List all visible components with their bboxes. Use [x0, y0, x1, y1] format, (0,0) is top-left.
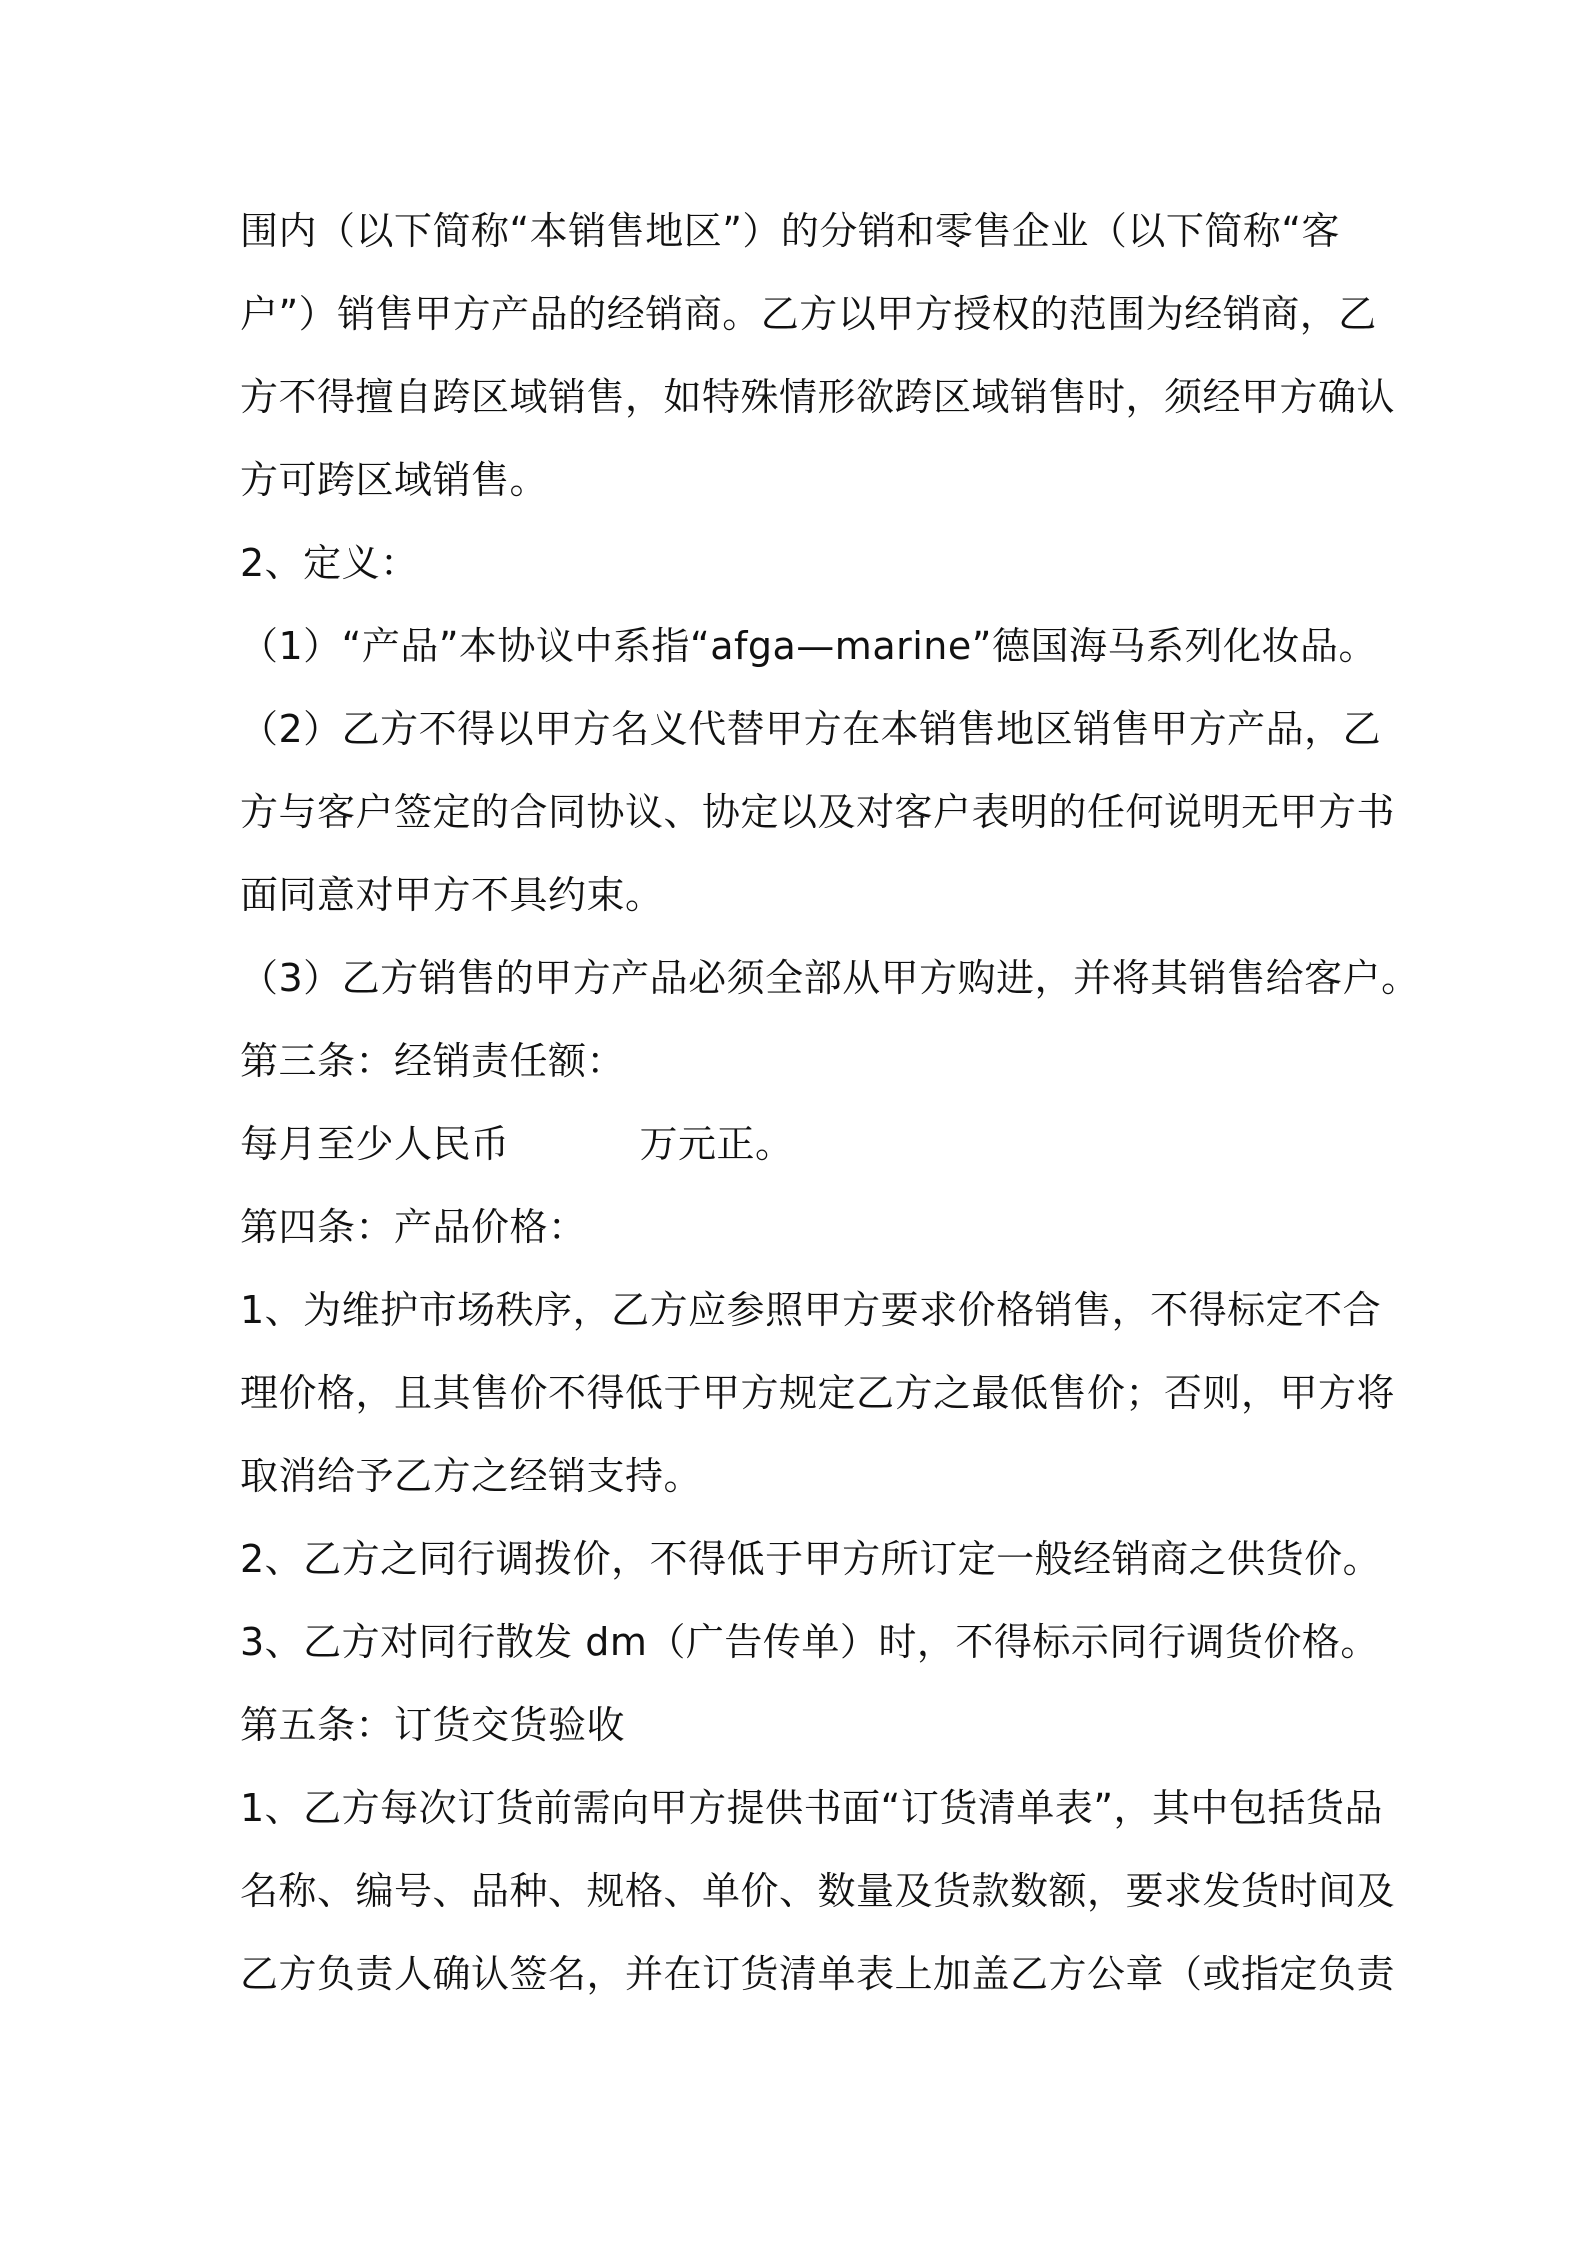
text-line: 1、乙方每次订货前需向甲方提供书面“订货清单表”，其中包括货品: [240, 1786, 1384, 1830]
quota-line: [240, 1103, 1360, 1186]
article-heading: 第三条：经销责任额：: [240, 1039, 626, 1083]
text-line: 面同意对甲方不具约束。: [240, 873, 664, 917]
text-line: （3）乙方销售的甲方产品必须全部从甲方购进，并将其销售给客户。: [240, 956, 1420, 1000]
text-line: 名称、编号、品种、规格、单价、数量及货款数额，要求发货时间及: [240, 1869, 1396, 1913]
text-line: 方可跨区域销售。: [240, 458, 549, 502]
text-line: 理价格，且其售价不得低于甲方规定乙方之最低售价；否则，甲方将: [240, 1371, 1396, 1415]
text-line: 2、乙方之同行调拨价，不得低于甲方所订定一般经销商之供货价。: [240, 1537, 1382, 1581]
quota-prefix: 每月至少人民币: [240, 1122, 510, 1166]
text-line: 户”）销售甲方产品的经销商。乙方以甲方授权的范围为经销商，乙: [240, 292, 1377, 336]
text-line: 3、乙方对同行散发 dm（广告传单）时，不得标示同行调货价格。: [240, 1620, 1379, 1664]
text-line: 1、为维护市场秩序，乙方应参照甲方要求价格销售，不得标定不合: [240, 1288, 1382, 1332]
section-heading: 2、定义：: [240, 541, 419, 585]
document-body: [240, 190, 1420, 2016]
text-line: （2）乙方不得以甲方名义代替甲方在本销售地区销售甲方产品，乙: [240, 707, 1382, 751]
text-line: 乙方负责人确认签名，并在订货清单表上加盖乙方公章（或指定负责: [240, 1952, 1396, 1996]
text-line: 围内（以下简称“本销售地区”）的分销和零售企业（以下简称“客: [240, 209, 1341, 253]
text-line: 取消给予乙方之经销支持。: [240, 1454, 703, 1498]
article-heading: 第四条：产品价格：: [240, 1205, 587, 1249]
text-line: 方与客户签定的合同协议、协定以及对客户表明的任何说明无甲方书: [240, 790, 1396, 834]
article-heading: 第五条：订货交货验收: [240, 1703, 626, 1747]
text-line: 方不得擅自跨区域销售，如特殊情形欲跨区域销售时，须经甲方确认: [240, 375, 1396, 419]
quota-suffix: 万元正。: [639, 1122, 794, 1166]
text-line: （1）“产品”本协议中系指“afga—marine”德国海马系列化妆品。: [240, 624, 1377, 668]
